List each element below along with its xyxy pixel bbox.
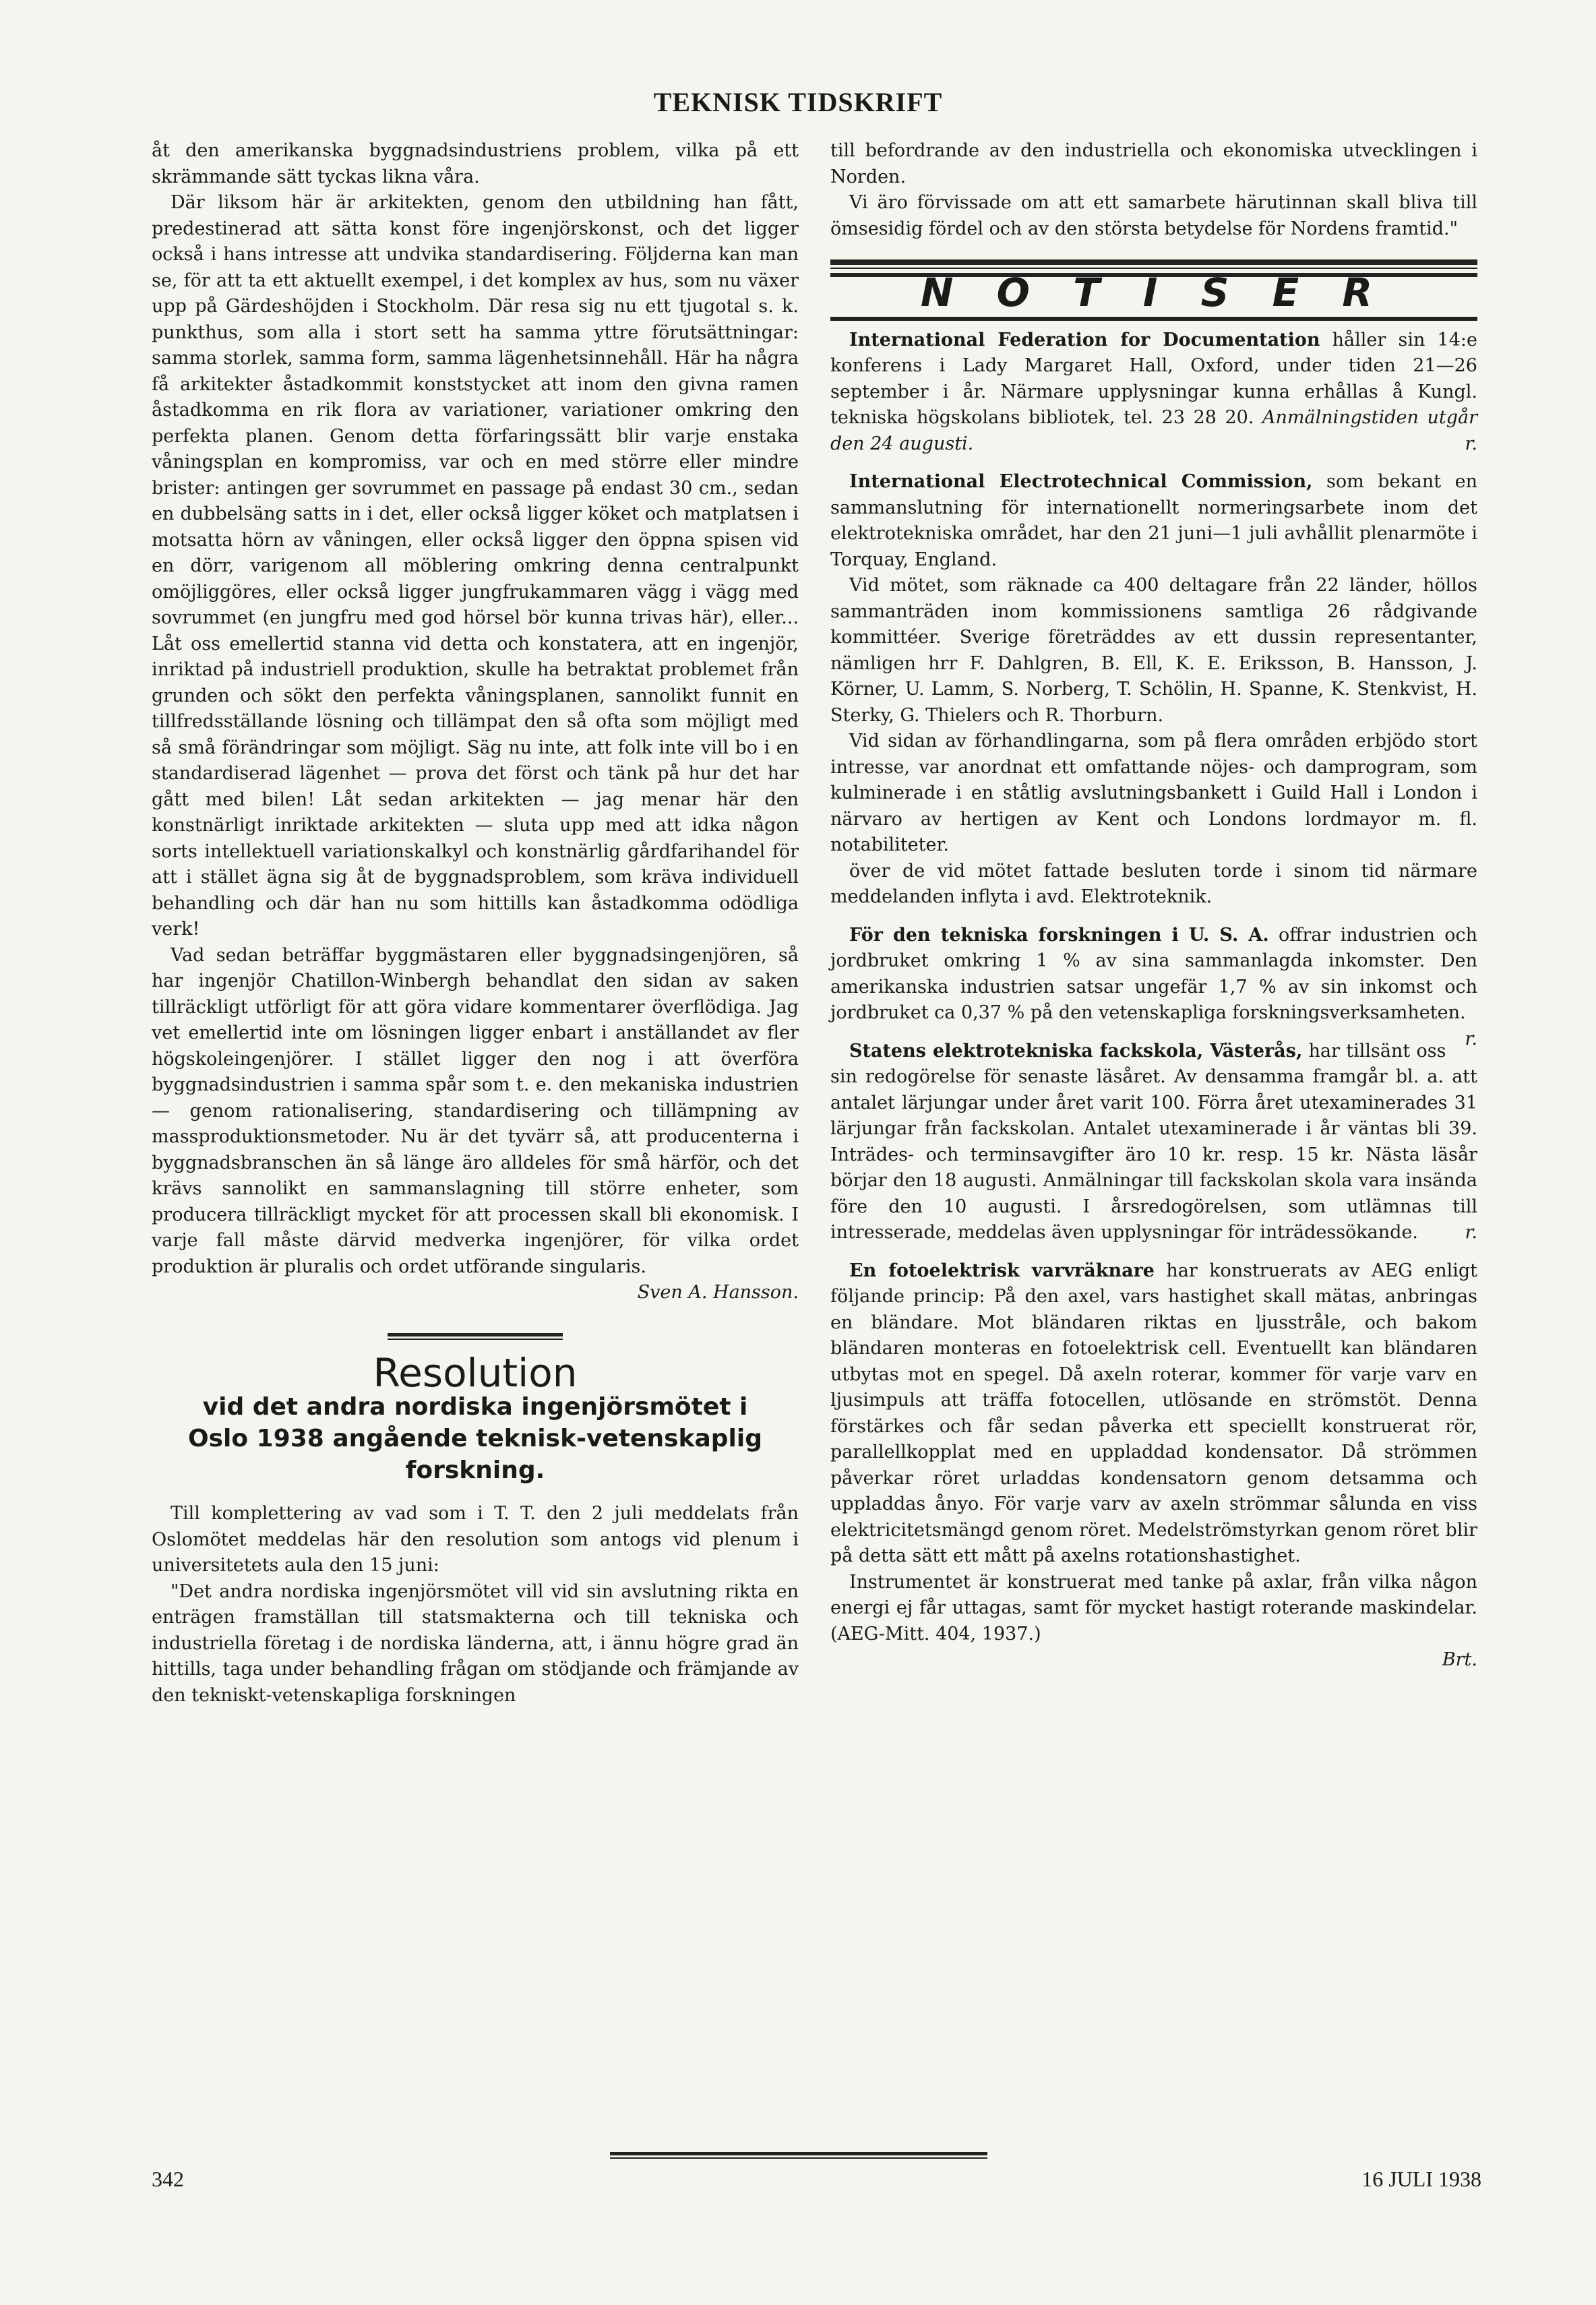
notice-item: [830, 328, 1477, 458]
notice-paragraph: Vid mötet, som räknade ca 400 deltagare från 22 länder, höllos sammanträden inom kommissionens samtliga 26 rådgivande kommittéer. Sverige företräddes av ett dussin representanter, nämligen hrr F. Dahlgren, B. Ell, K. E. Eriksson, B. Hansson, J. Körner, U. Lamm, S. Norberg, T. Schölin, H. Spanne, K. Stenkvist, H. Sterky, G. Thielers och R. Thorburn.: [830, 575, 1477, 726]
notice-initial: r.: [1465, 1222, 1477, 1243]
resolution-subtitle: vid det andra nordiska ingenjörsmötet i Oslo 1938 angående teknisk-vetenskaplig forskning.: [188, 1393, 762, 1484]
notiser-top-thin-bar: [830, 268, 1477, 269]
notice-initial: Brt.: [1442, 1649, 1477, 1670]
issue-date: 16 JULI 1938: [1361, 2167, 1481, 2191]
notice-item: [830, 923, 1477, 1049]
notice-italic: Anmälningstiden utgår den 24 augusti.: [830, 407, 1477, 454]
resolution-title: Resolution: [373, 1349, 578, 1396]
notice-lead: En fotoelektrisk varvräknare: [849, 1260, 1155, 1281]
resolution-continuation: till befordrande av den industriella och ekonomiska utvecklingen i Norden.: [830, 140, 1477, 187]
article-paragraph: Vad sedan beträffar byggmästaren eller byggnadsingenjören, så har ingenjör Chatillon-Winbergh behandlat den sidan av saken tillräckligt utförligt för att göra vidare kommentarer överflödiga. Jag vet emellertid inte om lösningen ligger enbart i anställandet av fler högskoleingenjörer. I stället ligger den nog i att överföra byggnadsindustrien i samma spår som t. e. den mekaniska industrien — genom rationalisering, standardisering och tillämpning av massproduktionsmetoder. Nu är det tyvärr så, att producenterna i byggnadsbranschen än så länge äro alldeles för små härför, och det krävs sannolikt en sammanslagning till större enheter, som producera tillräckligt mycket för att processen skall bli ekonomisk. I varje fall måste därvid medverka ingenjörer, för vilka ordet produktion är pluralis och ordet utförande singularis.: [152, 944, 799, 1277]
notice-text: håller sin 14:e konferens i Lady Margaret Hall, Oxford, under tiden 21—26 september i år. Närmare upplysningar kunna erhållas å Kungl. tekniska högskolans bibliotek, tel. 23 28 20.: [830, 329, 1477, 428]
notice-lead: För den tekniska forskningen i U. S. A.: [849, 924, 1269, 946]
notice-item: [830, 469, 1477, 911]
notiser-header: [830, 270, 1477, 321]
resolution-quote: "Det andra nordiska ingenjörsmötet vill vid sin avslutning rikta en enträgen framställan till statsmakterna och till tekniska och industriella företag i de nordiska länderna, att, i ännu högre grad än hittills, taga under behandling frågan om stödjande och främjande av den tekniskt-vetenskapliga forskningen: [152, 1580, 799, 1706]
article-signature: Sven A. Hansson.: [637, 1282, 799, 1303]
right-column: [830, 138, 1477, 1686]
notice-lead: International Federation for Documentation: [849, 329, 1320, 350]
notice-initial: r.: [1465, 1028, 1477, 1049]
article-paragraph: åt den amerikanska byggnadsindustriens problem, vilka på ett skrämmande sätt tyckas likna våra.: [152, 140, 799, 187]
notice-initial: r.: [1465, 433, 1477, 454]
notice-text: offrar industrien och jordbruket omkring 1 % av sina sammanlagda inkomster. Den amerikanska industrien satsar ungefär 1,7 % av sin inkomst och jordbruket ca 0,37 % på den vetenskapliga forskningsverksamheten.: [830, 924, 1477, 1023]
notice-item: [830, 1039, 1477, 1246]
journal-masthead: TEKNISK TIDSKRIFT: [653, 87, 943, 117]
page-number: 342: [152, 2167, 184, 2191]
article-paragraph: Där liksom här är arkitekten, genom den utbildning han fått, predestinerad att sätta konst före ingenjörskonst, och det ligger också i hans intresse att undvika standardisering. Följderna kan man se, för att ta ett aktuellt exempel, i det komplex av hus, som nu växer upp på Gärdeshöjden i Stockholm. Där resa sig nu ett tjugotal s. k. punkthus, som alla i stort sett ha samma yttre förutsättningar: samma storlek, samma form, samma lägenhetsinnehåll. Här ha några få arkitekter åstadkommit konststycket att inom den givna ramen åstadkomma en rik flora av variationer, variationer omkring den perfekta planen. Genom detta förfaringssätt blir varje enstaka våningsplan en kompromiss, var och en med större eller mindre brister: antingen ger sovrummet en passage på endast 30 cm., sedan en dubbelsäng satts in i det, eller också ligger köket och matplatsen i motsatta hörn av våningen, eller också ligger den öppna spisen vid en dörr, varigenom all möblering omkring denna centralpunkt omöjliggöres, eller också ligger jungfrukammaren vägg i vägg med sovrummet (en jungfru med god hörsel bör kunna trivas här), eller... Låt oss emellertid stanna vid detta och konstatera, att en ingenjör, inriktad på industriell produktion, skulle ha betraktat problemet från grunden och sökt den perfekta våningsplanen, sannolikt funnit en tillfredsställande lösning och tillämpat den så ofta som möjligt med så små förändringar som möjligt. Säg nu inte, att folk inte vill bo i en standardiserad lägenhet — prova det först och tänk på hur det har gått med bilen! Låt sedan arkitekten — jag menar här den konstnärligt inriktade arkitekten — sluta upp med att idka någon sorts intellektuell variationskalkyl och konstnärlig gårdfarihandel för att i stället ägna sig åt de byggnadsproblem, som kräva individuell behandling och där han nu som hittills kan åstadkomma odödliga verk!: [152, 192, 799, 940]
resolution-intro: Till komplettering av vad som i T. T. den 2 juli meddelats från Oslomötet meddelas här den resolution som antogs vid plenum i universitetets aula den 15 juni:: [152, 1503, 799, 1576]
notice-paragraph: Instrumentet är konstruerat med tanke på axlar, från vilka någon energi ej får uttagas, samt för mycket hastigt roterande maskindelar. (AEG-Mitt. 404, 1937.): [830, 1571, 1477, 1645]
notice-text: som bekant en sammanslutning för internationellt normeringsarbete inom det elektrotekniska området, har den 21 juni—1 juli avhållit plenarmöte i Torquay, England.: [830, 471, 1477, 570]
notice-lead: Statens elektrotekniska fackskola, Västerås,: [849, 1040, 1303, 1062]
notice-paragraph: över de vid mötet fattade besluten torde i sinom tid närmare meddelanden inflyta i avd. Elektroteknik.: [830, 860, 1477, 907]
notice-paragraph: Vid sidan av förhandlingarna, som på flera områden erbjödo stort intresse, var anordnat ett omfattande nöjes- och damprogram, som kulminerade i en ståtlig avslutningsbankett i Guild Hall i London i närvaro av hertigen av Kent och Londons lordmayor m. fl. notabiliteter.: [830, 731, 1477, 855]
notice-text: har konstruerats av AEG enligt följande princip: På den axel, vars hastighet skall mätas, anbringas en bländare. Mot bländaren riktas en ljusstråle, och bakom bländaren monteras en fotoelektrisk cell. Eventuellt kan bländaren utbytas mot en spegel. Då axeln roterar, kommer för varje varv en ljusimpuls att träffa fotocellen, utlösande en strömstöt. Denna förstärkes och får sedan påverka ett speciellt konstruerat rör, parallellkopplat med en uppladdad kondensator. Då strömmen påverkar röret urladdas kondensatorn genom detsamma och uppladdas ånyo. För varje varv av axeln strömmar sålunda en viss elektricitetsmängd genom röret. Medelströmstyrkan genom röret blir på detta sätt ett mått på axelns rotationshastighet.: [830, 1260, 1477, 1566]
notice-text: har tillsänt oss sin redogörelse för senaste läsåret. Av densamma framgår bl. a. att antalet lärjungar under året varit 100. Förra året utexaminerades 31 lärjungar från fackskolan. Antalet utexaminerade i år väntas bli 39. Inträdes- och terminsavgifter äro 10 kr. resp. 15 kr. Nästa läsår börjar den 18 augusti. Anmälningar till fackskolan skola vara insända före den 10 augusti. I årsredogörelsen, som utlämnas till intresserade, meddelas även upplysningar för inträdessökande.: [830, 1040, 1477, 1243]
left-column: [152, 138, 799, 1709]
resolution-continuation: Vi äro förvissade om att ett samarbete härutinnan skall bliva till ömsesidig fördel och av den största betydelse för Nordens framtid.": [830, 192, 1477, 239]
footer-divider: [610, 2152, 987, 2159]
notice-item: [830, 1258, 1477, 1673]
notiser-title: N O T I S E R: [920, 270, 1388, 315]
notiser-top-bar: [830, 259, 1477, 265]
notice-lead: International Electrotechnical Commission,: [849, 471, 1313, 492]
section-divider: [388, 1333, 563, 1340]
